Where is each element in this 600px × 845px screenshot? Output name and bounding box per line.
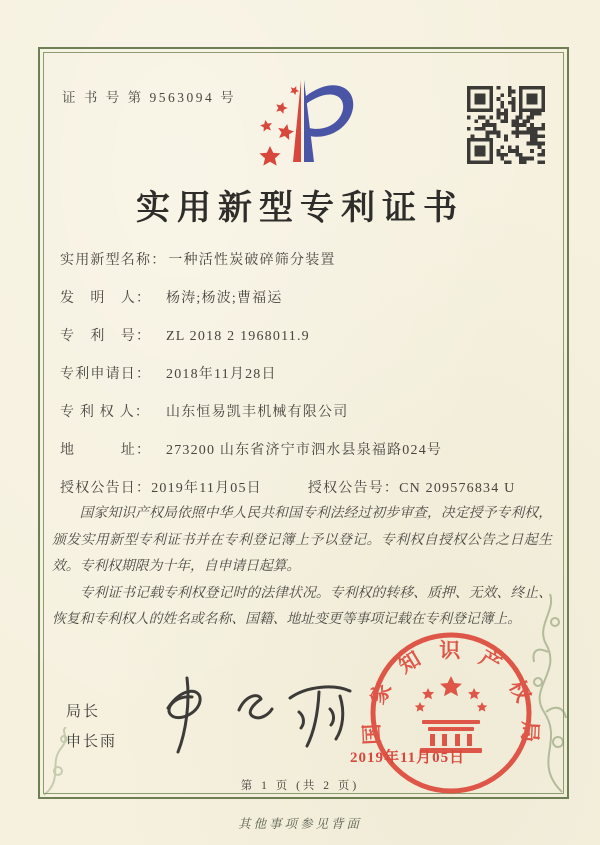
seal-date: 2019年11月05日 <box>350 750 466 766</box>
certificate-number: 证 书 号 第 9563094 号 <box>62 90 237 105</box>
grant-date-label: 授权公告日： <box>60 481 152 496</box>
field-patentee <box>60 401 540 439</box>
legal-text <box>52 500 552 633</box>
field-value: 山东恒易凯丰机械有限公司 <box>166 405 349 420</box>
seal-text: 国家知识产权局 <box>359 638 543 746</box>
vine-flourish-icon <box>522 592 568 797</box>
field-label: 专利申请日： <box>60 367 152 382</box>
field-label: 地 址： <box>60 443 152 458</box>
field-value: 2018年11月28日 <box>166 367 277 382</box>
field-value: ZL 2018 2 1968011.9 <box>166 329 310 344</box>
page-number: 第 1 页 (共 2 页) <box>240 780 360 792</box>
official-seal <box>356 628 546 798</box>
national-emblem-icon <box>415 676 488 753</box>
field-label: 实用新型名称： <box>60 253 167 268</box>
field-value: 杨涛;杨波;曹福运 <box>166 291 283 306</box>
field-value: 273200 山东省济宁市泗水县泉福路024号 <box>166 443 443 458</box>
grant-no-label: 授权公告号： <box>307 481 400 496</box>
handwritten-signature <box>142 668 367 763</box>
patent-fields <box>60 249 540 515</box>
qr-code <box>467 86 545 164</box>
field-label: 发 明 人： <box>60 291 152 306</box>
certificate-title: 实用新型专利证书 <box>136 190 464 227</box>
signer-name: 申长雨 <box>66 734 118 750</box>
field-label: 专 利 权 人： <box>60 405 151 420</box>
signer-title: 局长 <box>66 704 101 720</box>
field-label: 专 利 号： <box>60 329 152 344</box>
field-filing-date <box>60 363 540 401</box>
legal-paragraph-1: 国家知识产权局依照中华人民共和国专利法经过初步审查，决定授予专利权，颁发实用新型专利证书并在专利登记簿上予以登记。专利权自授权公告之日起生效。专利权期限为十年，自申请日起算。 <box>52 505 552 573</box>
back-side-note: 其他事项参见背面 <box>237 817 362 831</box>
grant-no-value: CN 209576834 U <box>399 481 516 496</box>
cnipa-logo-icon <box>240 70 362 180</box>
field-inventors <box>60 287 540 325</box>
field-address <box>60 439 540 477</box>
field-patent-name <box>60 249 540 287</box>
field-value: 一种活性炭破碎筛分装置 <box>168 253 336 268</box>
legal-paragraph-2: 专利证书记载专利权登记时的法律状况。专利权的转移、质押、无效、终止、恢复和专利权人的姓名或名称、国籍、地址变更等事项记载在专利登记簿上。 <box>52 584 552 626</box>
grant-date-value: 2019年11月05日 <box>151 481 262 496</box>
field-patent-number <box>60 325 540 363</box>
